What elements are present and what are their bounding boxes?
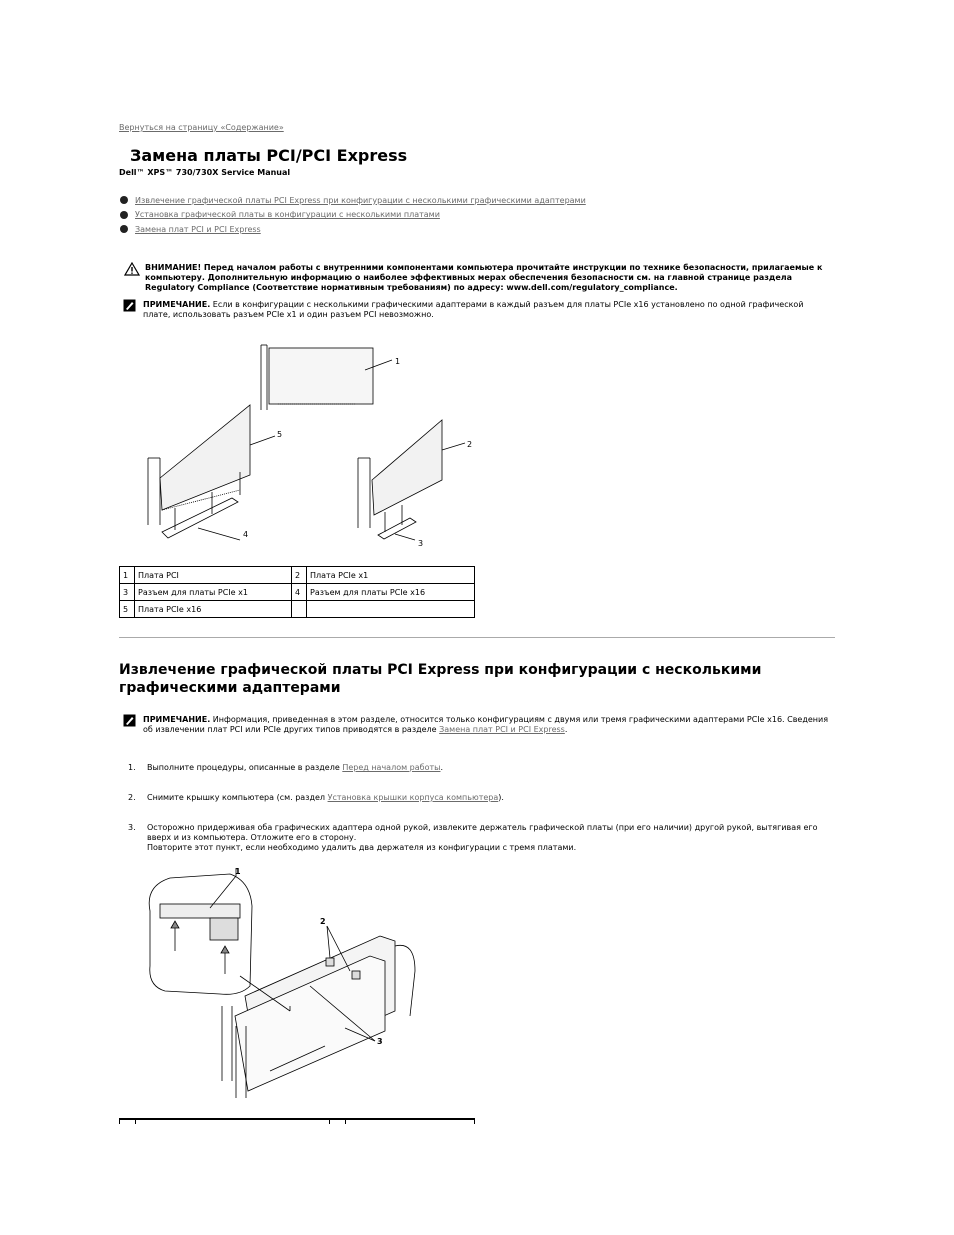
table-cell: Разъем для платы PCIe x16 <box>307 584 475 601</box>
table-border <box>329 1118 330 1124</box>
table-border <box>135 1118 136 1124</box>
step-item <box>128 793 828 803</box>
step-text <box>147 823 828 853</box>
step-pre: Осторожно придерживая оба графических адаптера одной рукой, извлеките держатель графической платы (при его наличии) другой рукой, вытягивая его вверх и из компьютера. Отложите его в сторону. <box>147 823 818 842</box>
step-item <box>128 823 828 853</box>
bracket-closeup-drawing <box>149 868 252 994</box>
note-end: . <box>564 725 568 734</box>
warning-text: ВНИМАНИЕ! Перед началом работы с внутренними компонентами компьютера прочитайте инструкции по технике безопасности, прилагаемые к компьютеру. Дополнительную информацию о наиболее эффективных мерах обеспечения безопасности см. на главной странице раздела Regulatory Compliance (Соответствие нормативным требованиям) по адресу: www.dell.com/regulatory_compliance. <box>145 263 823 292</box>
note-icon <box>123 714 136 727</box>
step-number: 3. <box>128 823 136 832</box>
step-number: 2. <box>128 793 136 802</box>
table-cell: 5 <box>120 601 135 618</box>
figure1-legend-table <box>119 566 475 618</box>
table-cell: Разъем для платы PCIe x1 <box>135 584 292 601</box>
steps-list <box>128 763 828 873</box>
section-title: Извлечение графической платы PCI Express при конфигурации с несколькими графическими адаптерами <box>119 662 762 696</box>
step-pre: Выполните процедуры, описанные в разделе <box>147 763 343 772</box>
page-title: Замена платы PCI/PCI Express <box>130 146 408 165</box>
table-row <box>120 601 475 618</box>
toc-item <box>120 222 586 237</box>
step-post: . <box>440 763 444 772</box>
note-icon <box>123 299 136 312</box>
callout-1: 1 <box>235 867 241 876</box>
section-divider <box>119 637 835 638</box>
pcie-x1-card-drawing <box>358 420 465 540</box>
toc-link-install-multi[interactable]: Установка графической платы в конфигурации с несколькими платами <box>135 210 440 220</box>
table-cell <box>307 601 475 618</box>
table-row <box>120 567 475 584</box>
table-border <box>474 1118 475 1124</box>
callout-3: 3 <box>418 539 424 548</box>
toc-item <box>120 193 586 208</box>
table-border <box>345 1118 346 1124</box>
callout-5: 5 <box>277 430 283 439</box>
link-cover-install[interactable]: Установка крышки корпуса компьютера <box>327 793 499 802</box>
step-item <box>128 763 828 773</box>
callout-1: 1 <box>395 357 401 366</box>
callout-2: 2 <box>467 440 473 449</box>
table-cell <box>292 601 307 618</box>
callout-3: 3 <box>377 1037 383 1046</box>
note-body: Информация, приведенная в этом разделе, относится только конфигурациям с двумя или тремя графическими адаптерами PCIe x16. Сведения об извлечении плат PCI или PCIe других типов приводятся в разделе <box>143 715 829 734</box>
table-cell: Плата PCIe x16 <box>135 601 292 618</box>
table-cell: 1 <box>120 567 135 584</box>
bullet-icon <box>120 196 128 204</box>
pcie-x16-card-drawing <box>148 405 275 540</box>
table-cell: 4 <box>292 584 307 601</box>
note-label: ПРИМЕЧАНИЕ. <box>143 300 211 309</box>
table-cell: Плата PCIe x1 <box>307 567 475 584</box>
callout-4: 4 <box>243 530 249 539</box>
link-replace-pci[interactable]: Замена плат PCI и PCI Express <box>439 725 565 734</box>
table-border <box>119 1118 475 1120</box>
table-border <box>119 1118 120 1124</box>
toc-link-replace-pci[interactable]: Замена плат PCI и PCI Express <box>135 224 261 234</box>
step-text <box>147 793 504 803</box>
table-cell: 3 <box>120 584 135 601</box>
link-before-you-begin[interactable]: Перед началом работы <box>342 763 441 772</box>
manual-subtitle: Dell™ XPS™ 730/730X Service Manual <box>119 168 291 177</box>
step-number: 1. <box>128 763 136 772</box>
note-text <box>143 715 833 735</box>
table-row <box>120 584 475 601</box>
warning-icon <box>124 262 140 276</box>
note-text <box>143 300 823 320</box>
toc-list <box>120 193 586 237</box>
back-to-contents-link[interactable]: Вернуться на страницу «Содержание» <box>119 123 284 132</box>
step-line2: Повторите этот пункт, если необходимо удалить два держателя из конфигурации с тремя платами. <box>147 843 577 852</box>
pci-card-drawing <box>261 345 392 410</box>
bullet-icon <box>120 211 128 219</box>
pci-cards-illustration <box>140 340 485 550</box>
step-pre: Снимите крышку компьютера (см. раздел <box>147 793 328 802</box>
note-label: ПРИМЕЧАНИЕ. <box>143 715 211 724</box>
note-body: Если в конфигурации с несколькими графическими адаптерами в каждый разъем для платы PCIe x16 установлено по одной графической плате, использовать разъем PCIe x1 и один разъем PCI невозможно. <box>143 300 804 319</box>
toc-item <box>120 208 586 223</box>
callout-2: 2 <box>320 917 326 926</box>
figure2-legend-table-edge <box>119 1118 475 1124</box>
step-post: ). <box>498 793 504 802</box>
table-cell: 2 <box>292 567 307 584</box>
table-cell: Плата PCI <box>135 567 292 584</box>
bullet-icon <box>120 225 128 233</box>
step-text <box>147 763 443 773</box>
card-bracket-removal-illustration <box>140 866 440 1101</box>
toc-link-remove-pcie[interactable]: Извлечение графической платы PCI Express при конфигурации с несколькими графическими адаптерами <box>135 195 586 205</box>
